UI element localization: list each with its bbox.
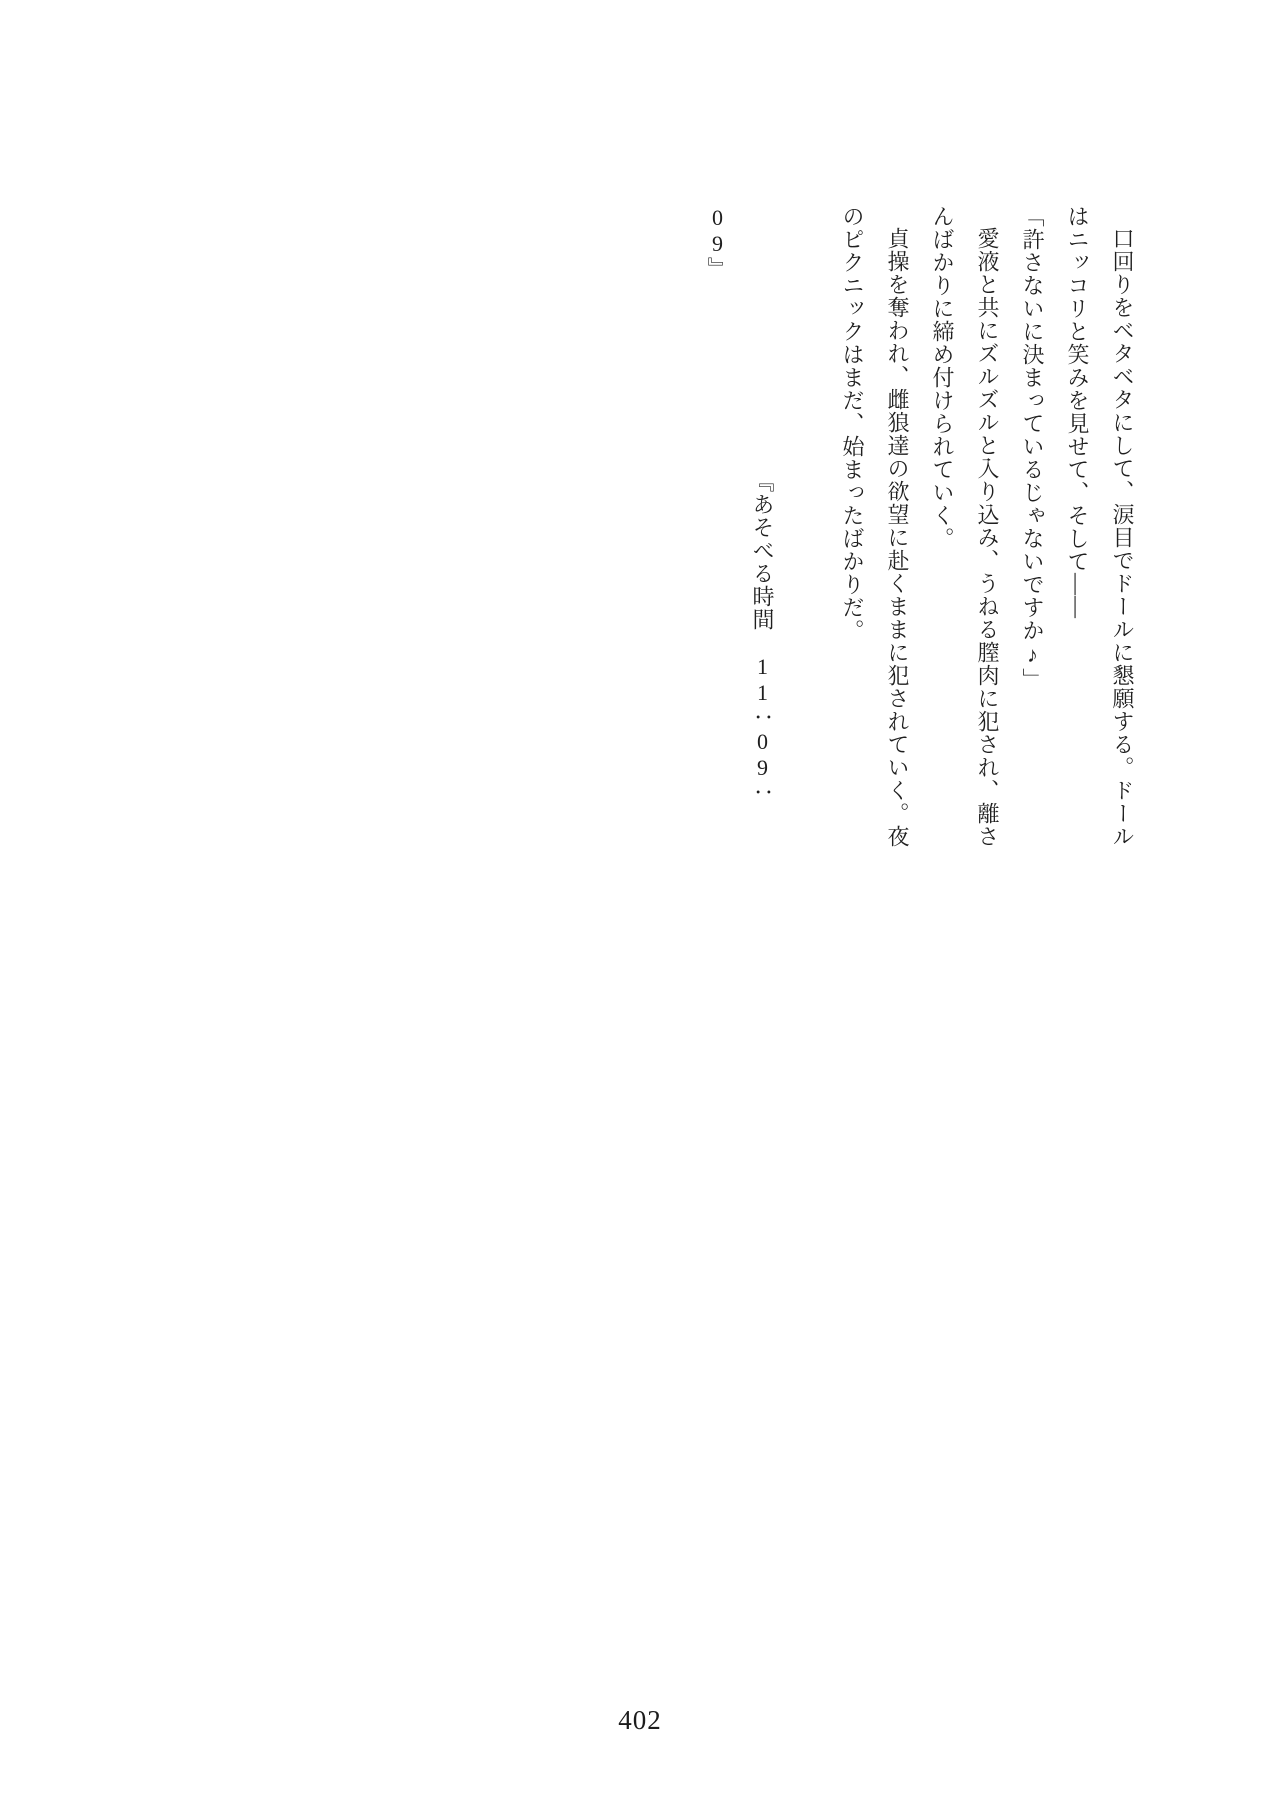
close-bracket: 』 [705, 257, 730, 280]
paragraph: 口回りをベタベタにして、涙目でドールに懇願する。ドールはニッコリと笑みを見せて、そして―― [1065, 205, 1135, 848]
page-number: 402 [618, 1705, 662, 1735]
paragraph-dialogue: 「許さないに決まっているじゃないですか♪」 [1020, 205, 1045, 691]
timestamp: 11：09：09 [705, 205, 775, 804]
body-text [695, 205, 1145, 865]
closing-title-line [695, 205, 785, 865]
paragraph: 貞操を奪われ、雌狼達の欲望に赴くままに犯されていく。夜のピクニックはまだ、始まったばかりだ。 [840, 205, 910, 848]
open-bracket: 『 [750, 470, 775, 493]
closing-title-text: あそべる時間 [750, 493, 775, 654]
paragraph: 愛液と共にズルズルと入り込み、うねる膣肉に犯され、離さんばかりに締め付けられていく。 [930, 205, 1000, 848]
